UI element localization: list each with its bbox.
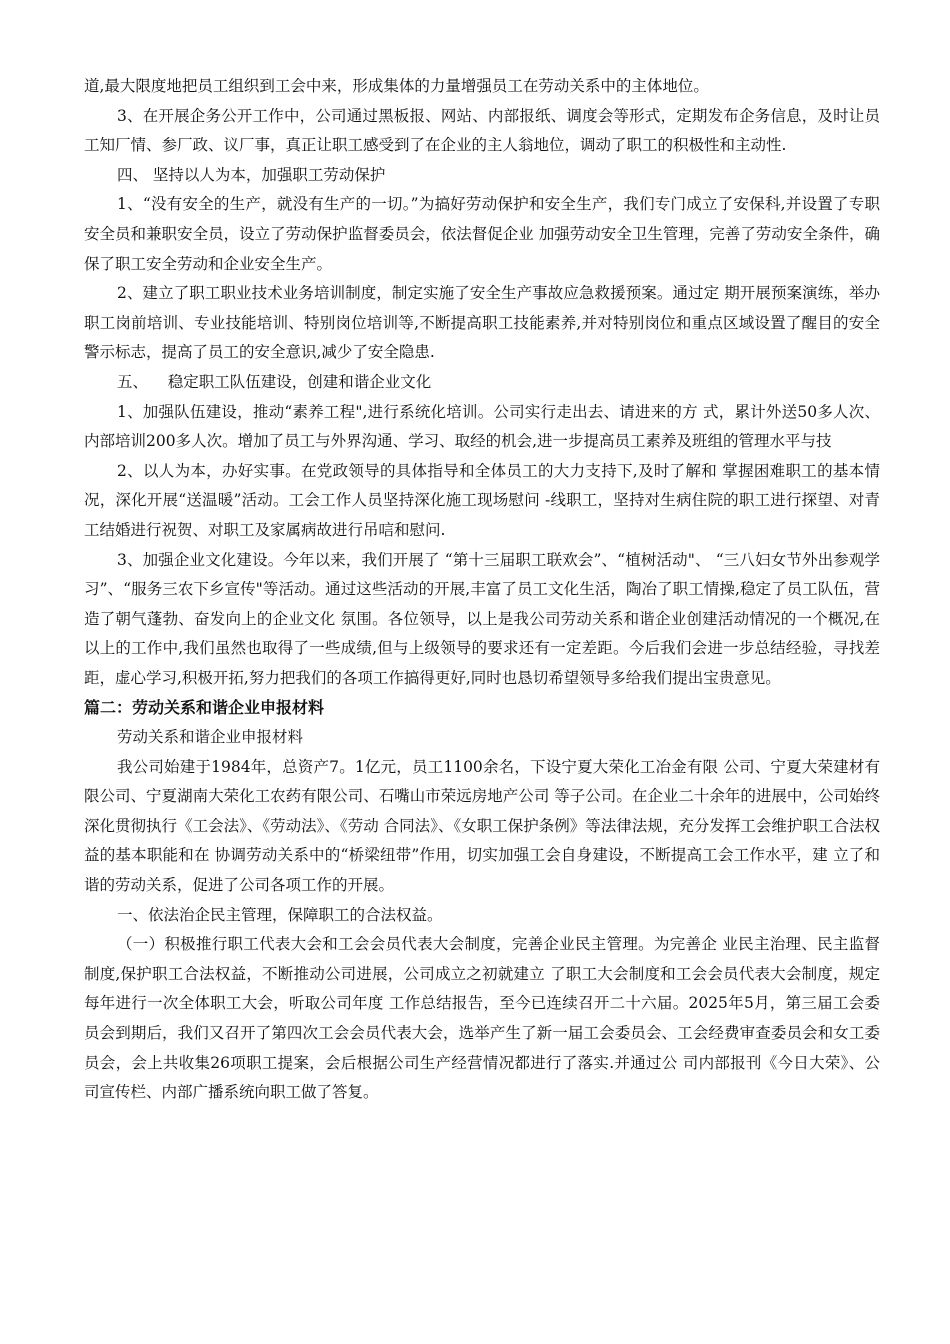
paragraph-training-2: 2、建立了职工职业技术业务培训制度，制定实施了安全生产事故应急救援预案。通过定 期开展预案演练，举办职工岗前培训、专业技能培训、特别岗位培训等,不断提高职工技能素养,并对特别岗位和重点区域设置了醒目的安全警示标志，提高了员工的安全意识,减少了安全隐患.: [84, 284, 880, 362]
paragraph-democratic-management: （一）积极推行职工代表大会和工会会员代表大会制度，完善企业民主管理。为完善企 业民主治理、民主监督制度,保护职工合法权益，不断推动公司进展，公司成立之初就建立 了职工大会制度和工会会员代表大会制度，规定每年进行一次全体职工大会，听取公司年度 工作总结报告，至今已连续召开二十六届。2025年5月，第三届工会委员会到期后，我们又召开了第四次工会会员代表大会，选举产生了新一届工会委员会、工会经费审查委员会和女工委员会，会上共收集26项职工提案，会后根据公司生产经营情况都进行了落实.并通过公 司内部报刊《今日大荣》、公司宣传栏、内部广播系统向职工做了答复。: [84, 935, 880, 1102]
document-page: [84, 72, 880, 1108]
paragraph-team-1: 1、加强队伍建设，推动“素养工程",进行系统化培训。公司实行走出去、请进来的方 式，累计外送50多人次、内部培训200多人次。增加了员工与外界沟通、学习、取经的机会,进一步提高员工素养及班组的管理水平与技: [84, 402, 880, 451]
article-subtitle: 劳动关系和谐企业申报材料: [117, 728, 304, 747]
paragraph-safety-1: 1、“没有安全的生产，就没有生产的一切。”为搞好劳动保护和安全生产，我们专门成立了安保科,并设置了专职安全员和兼职安全员，设立了劳动保护监督委员会，依法督促企业 加强劳动安全卫生管理，完善了劳动安全条件，确保了职工安全劳动和企业安全生产。: [84, 195, 880, 273]
article-title: 篇二：劳动关系和谐企业申报材料: [84, 698, 325, 718]
paragraph-continued: 道,最大限度地把员工组织到工会中来，形成集体的力量增强员工在劳动关系中的主体地位。: [84, 77, 709, 95]
paragraph-care-2: 2、以人为本，办好实事。在党政领导的具体指导和全体员工的大力支持下,及时了解和 掌握困难职工的基本情况，深化开展“送温暖”活动。工会工作人员坚持深化施工现场慰问 -线职工，坚持对生病住院的职工进行探望、对青工结婚进行祝贺、对职工及家属病故进行吊唁和慰问.: [84, 461, 880, 539]
paragraph-culture-3: 3、加强企业文化建设。今年以来，我们开展了 “第十三届职工联欢会”、“植树活动"、 “三八妇女节外出参观学习”、“服务三农下乡宣传"等活动。通过这些活动的开展,丰富了员工文化生活，陶冶了职工情操,稳定了员工队伍，营造了朝气蓬勃、奋发向上的企业文化 氛围。各位领导，以上是我公司劳动关系和谐企业创建活动情况的一个概况,在以上的工作中,我们虽然也取得了一些成绩,但与上级领导的要求还有一定差距。今后我们会进一步总结经验，寻找差距，虚心学习,积极开拓,努力把我们的各项工作搞得更好,同时也恳切希望领导多给我们提出宝贵意见。: [84, 550, 880, 687]
section-heading-5: 五、 稳定职工队伍建设，创建和谐企业文化: [117, 372, 432, 391]
section-heading-1: 一、依法治企民主管理，保障职工的合法权益。: [117, 905, 443, 924]
paragraph-company-intro: 我公司始建于1984年，总资产7。1亿元，员工1100余名，下设宁夏大荣化工冶金有限 公司、宁夏大荣建材有限公司、宁夏湖南大荣化工农药有限公司、石嘴山市荣远房地产公司 等子公司。在企业二十余年的进展中，公司始终深化贯彻执行《工会法》、《劳动法》、《劳动 合同法》、《女职工保护条例》等法律法规，充分发挥工会维护职工合法权益的基本职能和在 协调劳动关系中的“桥梁纽带”作用，切实加强工会自身建设，不断提高工会工作水平，建 立了和谐的劳动关系，促进了公司各项工作的开展。: [84, 757, 880, 895]
section-heading-4: 四、 坚持以人为本，加强职工劳动保护: [117, 165, 386, 184]
paragraph-item-3-disclosure: 3、在开展企务公开工作中，公司通过黑板报、网站、内部报纸、调度会等形式，定期发布企务信息，及时让员工知厂情、参厂政、议厂事，真正让职工感受到了在企业的主人翁地位，调动了职工的积极性和主动性.: [84, 106, 880, 155]
